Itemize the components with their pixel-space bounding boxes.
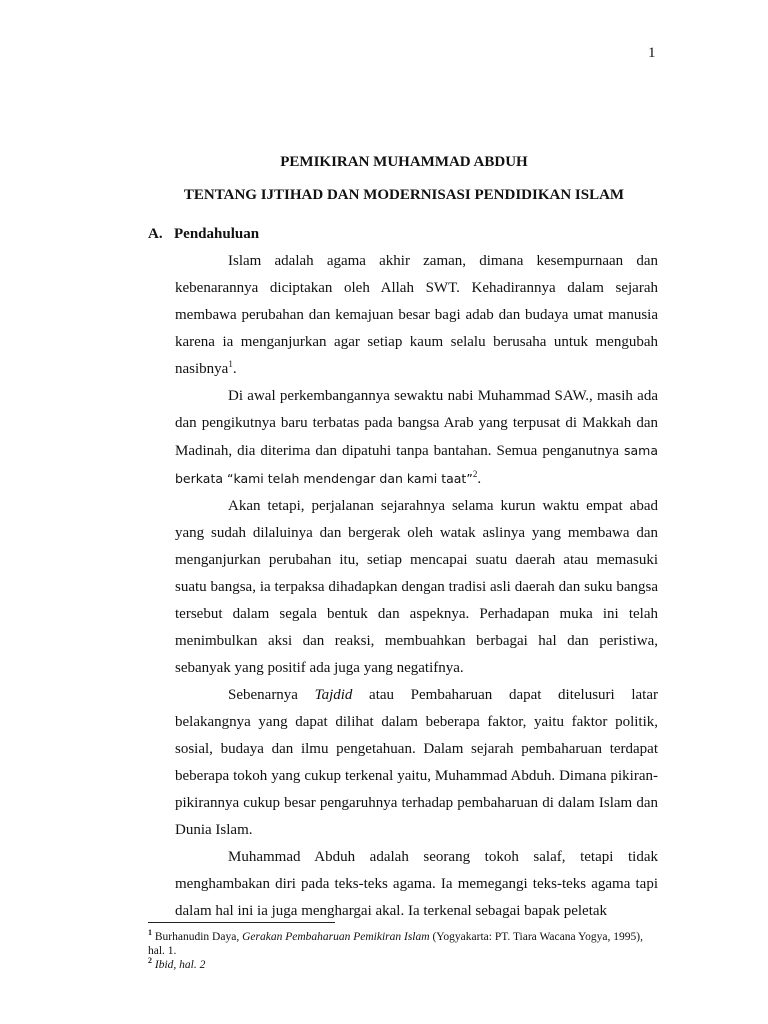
footnote-ref-2: 2 [472,469,478,479]
paragraph-1-text: Islam adalah agama akhir zaman, dimana kesempurnaan dan kebenarannya diciptakan oleh Allah SWT. Kehadirannya dalam sejarah membawa perubahan dan kemajuan besar bagi adab dan budaya umat manusia karena ia menganjurkan agar setiap kaum selalu berusaha untuk mengubah nasibnya [175,253,658,377]
footnote-2-italic: Ibid, hal. 2 [152,959,206,971]
paragraph-5: Muhammad Abduh adalah seorang tokoh salaf, tetapi tidak menghambakan diri pada teks-teks agama. Ia memegangi teks-teks agama tapi dalam hal ini ia juga menghargai akal. Ia terkenal sebagai bapak peletak [175,849,658,919]
footnote-separator [148,922,335,923]
section-number: A. [148,226,163,242]
footnote-1-after: (Yogyakarta: PT. Tiara Wacana Yogya, 1995), hal. 1. [148,931,643,957]
paragraph-2 [175,383,658,493]
title-line-2: TENTANG IJTIHAD DAN MODERNISASI PENDIDIKAN ISLAM [183,187,625,203]
footnote-1-mark: 1 [148,928,152,938]
title-line-1: PEMIKIRAN MUHAMMAD ABDUH [280,154,528,170]
document-title [0,146,768,212]
footnote-ref-1: 1 [228,359,233,369]
footnote-1-italic: Gerakan Pembaharuan Pemikiran Islam [242,931,430,943]
paragraph-3: Akan tetapi, perjalanan sejarahnya selama kurun waktu empat abad yang sudah dilaluinya dan bergerak oleh watak aslinya yang membawa dan menganjurkan perubahan itu, setiap mencapai suatu daerah atau memasuki suatu bangsa, ia terpaksa dihadapkan dengan tradisi asli daerah dan suku bangsa tersebut dalam segala bentuk dan aspeknya. Perhadapan muka ini telah menimbulkan aksi dan reaksi, membuahkan berbagai hal dan peristiwa, sebanyak yang positif ada juga yang negatifnya. [175,498,658,676]
section-heading [148,226,259,243]
page-number: 1 [648,45,656,61]
paragraph-2-text: Di awal perkembangannya sewaktu nabi Muhammad SAW., masih ada dan pengikutnya baru terbatas pada bangsa Arab yang terpusat di Makkah dan Madinah, dia diterima dan dipatuhi tanpa bantahan. Semua penganutnya [175,388,658,459]
paragraph-4-italic: Tajdid [314,687,353,703]
footnote-1-before: Burhanudin Daya, [152,931,243,943]
footnotes [148,930,658,972]
body-text [175,248,658,925]
paragraph-4-after: atau Pembaharuan dapat ditelusuri latar belakangnya yang dapat dilihat dalam beberapa faktor, yaitu faktor politik, sosial, budaya dan ilmu pengetahuan. Dalam sejarah pembaharuan terdapat beberapa tokoh yang cukup terkenal yaitu, Muhammad Abduh. Dimana pikiran-pikirannya cukup besar pengaruhnya terhadap pembaharuan di dalam Islam dan Dunia Islam. [175,687,658,838]
footnote-2-mark: 2 [148,956,152,966]
section-title: Pendahuluan [174,226,260,242]
footnote-1 [148,930,658,958]
paragraph-4 [175,682,658,844]
paragraph-2-end: . [477,471,482,487]
paragraph-4-before: Sebenarnya [228,687,315,703]
paragraph-1 [175,248,658,383]
footnote-2 [148,958,658,972]
paragraph-1-end: . [232,361,237,377]
paragraph-2-quote: sama berkata “kami telah mendengar dan kami taat” [175,443,658,486]
